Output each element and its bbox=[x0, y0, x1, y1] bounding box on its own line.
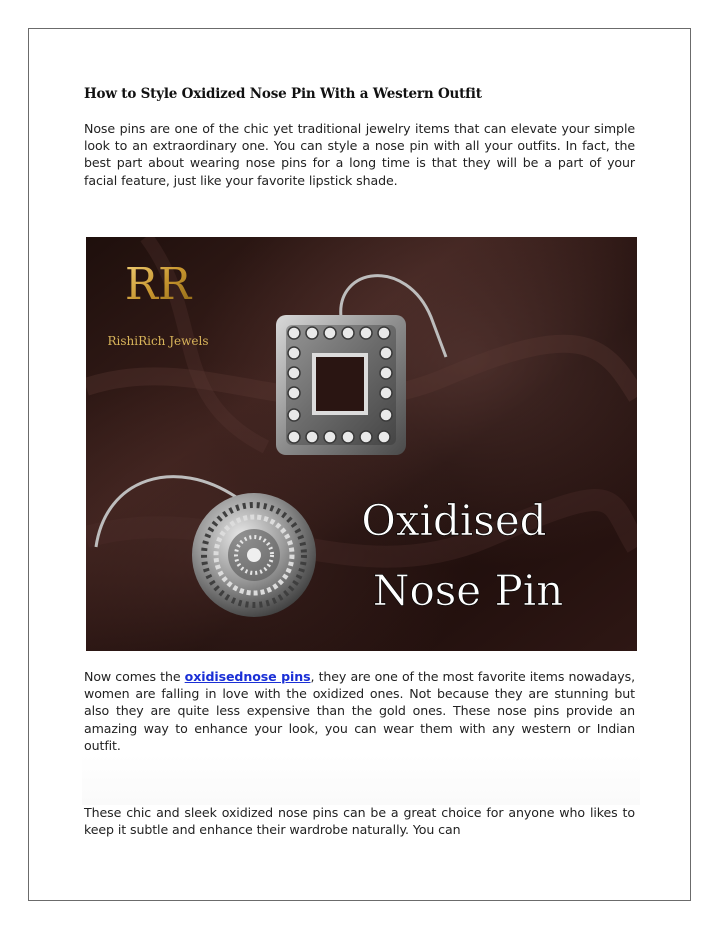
caption-line-2: Nose Pin bbox=[372, 566, 564, 615]
paragraph2-after: , they are one of the most favorite items nowadays, women are falling in love with the oxidized ones. Not because they are stunning but also they are quite less expensive than the gold ones. These nose pins provide an amazing way to enhance your look, you can wear them with any western or Indian outfit. bbox=[84, 669, 635, 753]
spacer-block bbox=[82, 755, 640, 805]
intro-paragraph: Nose pins are one of the chic yet traditional jewelry items that can elevate your simple look to an extraordinary one. You can style a nose pin with all your outfits. In fact, the best part about wearing nose pins for a long time is that they will be a part of your facial feature, just like your favorite lipstick shade. bbox=[84, 121, 635, 188]
brand-name: RishiRich Jewels bbox=[107, 334, 209, 348]
brand-monogram: RR bbox=[124, 259, 192, 310]
article-heading: How to Style Oxidized Nose Pin With a Western Outfit bbox=[84, 86, 482, 102]
paragraph-with-link bbox=[84, 668, 635, 754]
caption-line-1: Oxidised bbox=[361, 496, 547, 545]
oxidised-nose-pins-link[interactable]: oxidisednose pins bbox=[184, 669, 311, 684]
nose-pin-illustration bbox=[86, 237, 637, 651]
paragraph2-before: Now comes the bbox=[84, 669, 185, 684]
product-image bbox=[86, 237, 637, 651]
closing-paragraph: These chic and sleek oxidized nose pins can be a great choice for anyone who likes to keep it subtle and enhance their wardrobe naturally. You can bbox=[84, 805, 635, 838]
